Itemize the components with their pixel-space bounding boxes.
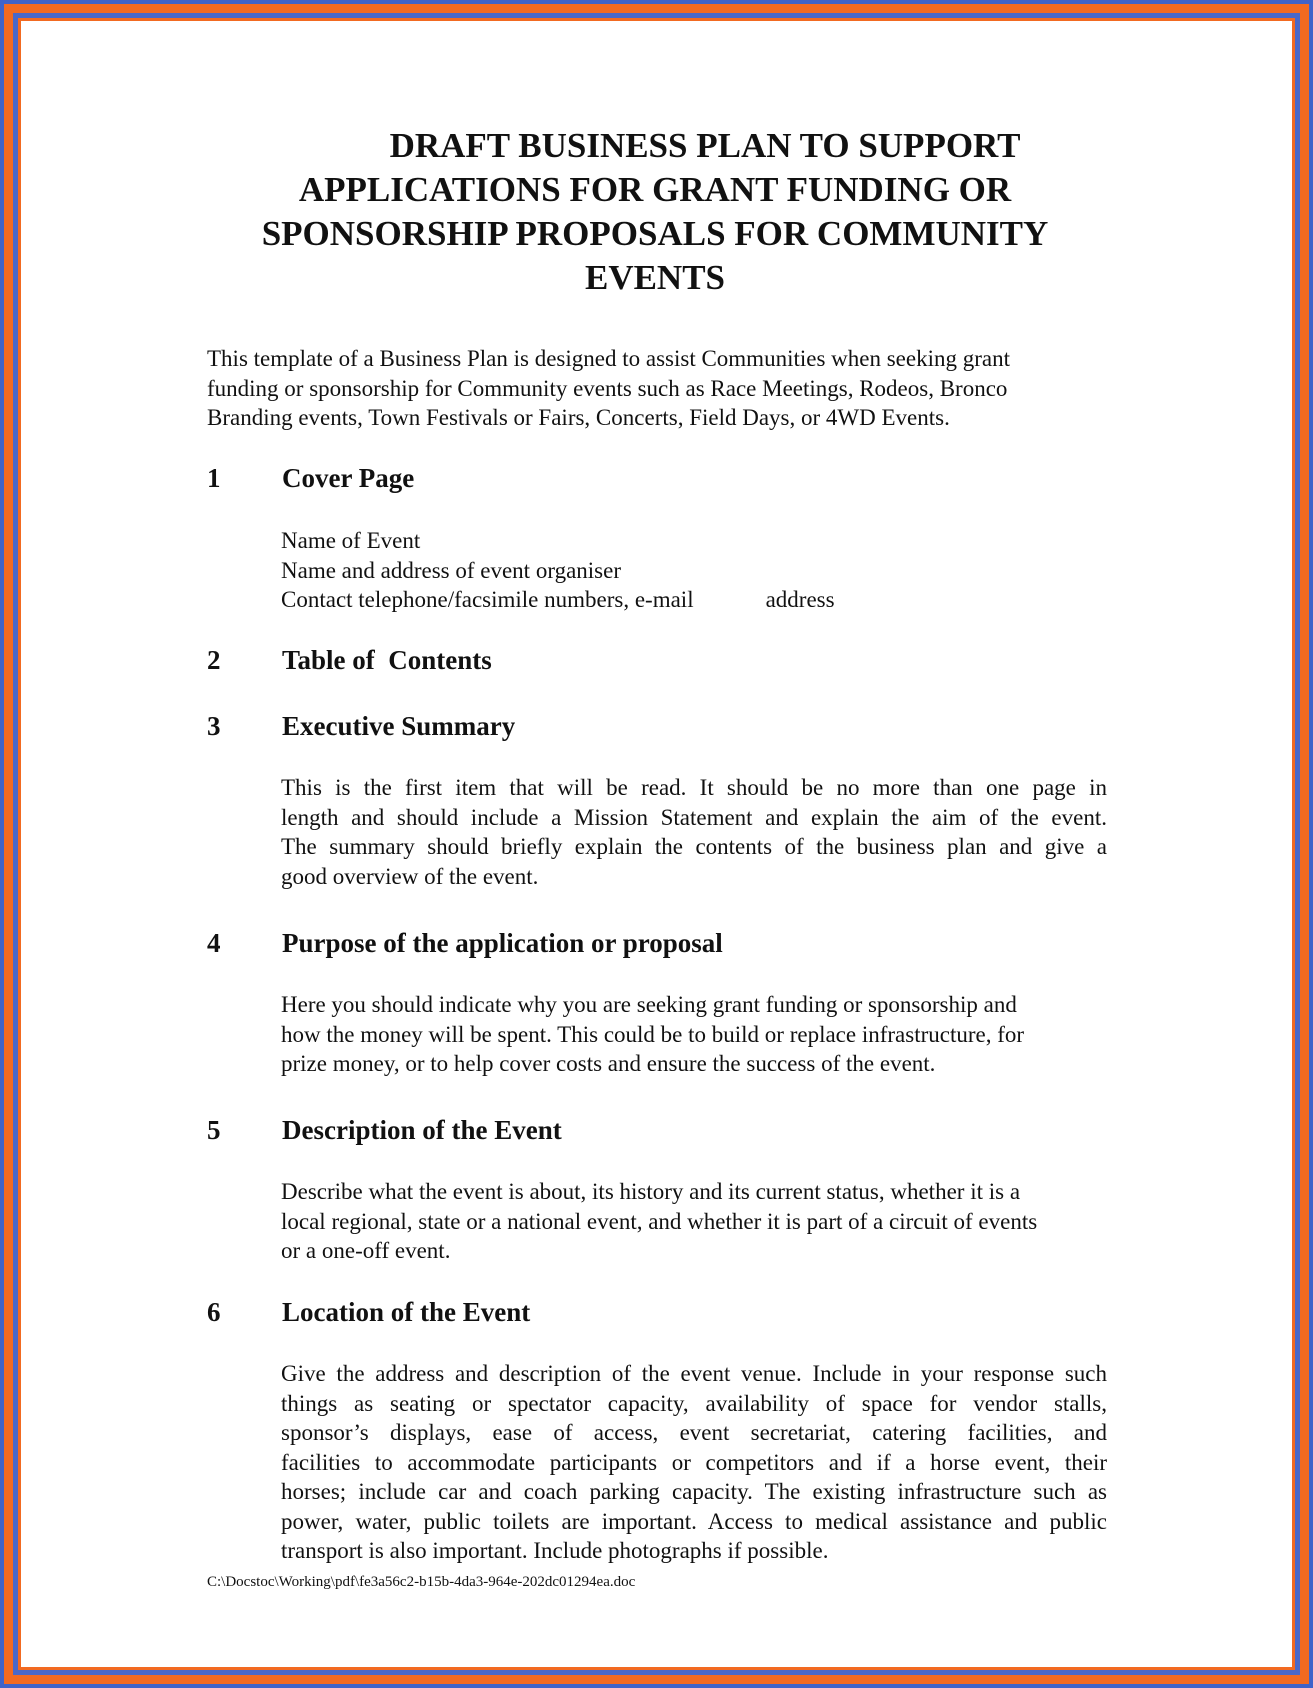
section-number: 1	[207, 463, 221, 493]
section-title: Cover Page	[282, 463, 415, 493]
title-line: DRAFT BUSINESS PLAN TO SUPPORT	[389, 126, 1021, 165]
section-heading-executive-summary	[207, 710, 515, 742]
location-paragraph	[281, 1359, 1107, 1566]
section-heading-description	[207, 1114, 562, 1146]
intro-line: This template of a Business Plan is designed to assist Communities when seeking grant	[207, 346, 1010, 371]
section-title: Purpose of the application or proposal	[282, 928, 723, 958]
section-heading-cover-page	[207, 462, 414, 494]
paragraph-line: prize money, or to help cover costs and ensure the success of the event.	[281, 1051, 936, 1076]
paragraph-line: This is the first item that will be read. It should be no more than one page in	[281, 775, 1107, 800]
paragraph-line: The summary should briefly explain the contents of the business plan and give a	[281, 834, 1107, 859]
title-line: EVENTS	[584, 258, 726, 297]
section-title: Description of the Event	[282, 1115, 562, 1145]
title-line: SPONSORSHIP PROPOSALS FOR COMMUNITY	[261, 214, 1049, 253]
list-item-tail: address	[765, 587, 835, 612]
paragraph-line: how the money will be spent. This could be to build or replace infrastructure, for	[281, 1021, 1025, 1047]
footer-file-path: C:\Docstoc\Working\pdf\fe3a56c2-b15b-4da3-964e-202dc01294ea.doc	[207, 1574, 636, 1590]
title-line: APPLICATIONS FOR GRANT FUNDING OR	[298, 170, 1012, 209]
intro-line: Branding events, Town Festivals or Fairs, Concerts, Field Days, or 4WD Events.	[207, 405, 950, 430]
cover-page-items	[281, 526, 835, 615]
section-number: 6	[207, 1297, 221, 1327]
purpose-paragraph	[281, 990, 1107, 1079]
section-number: 3	[207, 711, 221, 741]
section-number: 5	[207, 1115, 221, 1145]
section-heading-location	[207, 1296, 530, 1328]
section-heading-purpose	[207, 927, 723, 959]
list-item-text: Contact telephone/facsimile numbers, e-mail	[281, 587, 694, 612]
paragraph-line: Here you should indicate why you are seeking grant funding or sponsorship and	[281, 992, 1017, 1017]
paragraph-line: length and should include a Mission Statement and explain the aim of the event.	[281, 804, 1107, 830]
section-heading-table-of-contents	[207, 644, 492, 676]
paragraph-line: sponsor’s displays, ease of access, event secretariat, catering facilities, and	[281, 1420, 1107, 1445]
description-paragraph	[281, 1177, 1107, 1266]
section-title: Location of the Event	[282, 1297, 531, 1327]
list-item: Name of Event	[281, 528, 421, 553]
intro-paragraph	[207, 344, 1107, 433]
paragraph-line: local regional, state or a national event, and whether it is part of a circuit of events	[281, 1208, 1038, 1234]
paragraph-line: good overview of the event.	[281, 863, 539, 889]
paragraph-line: transport is also important. Include photographs if possible.	[281, 1538, 829, 1563]
list-item	[281, 585, 835, 615]
paragraph-line: or a one-off event.	[281, 1238, 451, 1263]
paragraph-line: horses; include car and coach parking capacity. The existing infrastructure such as	[281, 1479, 1107, 1504]
section-title: Table of Contents	[282, 645, 492, 675]
paragraph-line: power, water, public toilets are important. Access to medical assistance and public	[281, 1508, 1107, 1534]
paragraph-line: things as seating or spectator capacity, availability of space for vendor stalls,	[281, 1390, 1107, 1416]
section-number: 2	[207, 645, 221, 675]
list-item: Name and address of event organiser	[281, 557, 621, 583]
paragraph-line: Describe what the event is about, its history and its current status, whether it is a	[281, 1179, 1021, 1204]
document-title	[180, 124, 1130, 300]
section-title: Executive Summary	[282, 711, 516, 741]
executive-summary-paragraph	[281, 773, 1107, 891]
section-number: 4	[207, 928, 221, 958]
paragraph-line: Give the address and description of the event venue. Include in your response such	[281, 1361, 1107, 1386]
paragraph-line: facilities to accommodate participants or competitors and if a horse event, their	[281, 1449, 1107, 1475]
intro-line: funding or sponsorship for Community events such as Race Meetings, Rodeos, Bronco	[207, 375, 1008, 401]
